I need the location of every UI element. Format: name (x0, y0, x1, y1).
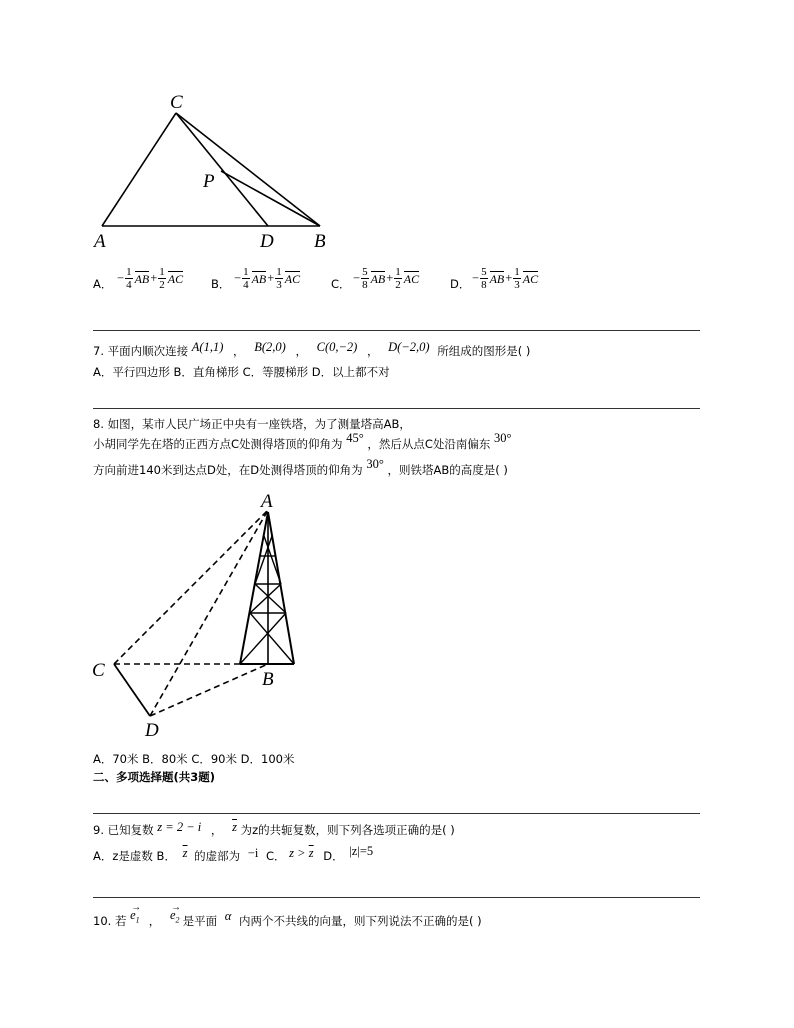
divider-2 (93, 408, 700, 409)
q10-alpha: α (224, 909, 232, 923)
q7-stem: 7. 平面内顺次连接 A(1,1) ， B(2,0) ， C(0,−2) ， D(−2,0) 所组成的图形是( ) (93, 340, 531, 358)
label-P: P (203, 171, 215, 192)
q6-option-a (93, 264, 113, 291)
q6-option-b (211, 264, 231, 291)
q9-z-expr: z = 2 − i (157, 820, 202, 834)
q8-line-3: 方向前进140米到达点D处，在D处测得塔顶的仰角为 30° ，则铁塔AB的高度是( ) (93, 457, 508, 477)
q6-option-c-prefix: C． (331, 277, 351, 291)
section-2-heading: 二、多项选择题(共3题) (93, 770, 216, 784)
label-D: D (145, 720, 159, 741)
label-B: B (262, 669, 274, 690)
q7-point-d: D(−2,0) (388, 340, 430, 354)
tower-figure (88, 488, 318, 770)
q6-option-a-prefix: A． (93, 277, 113, 291)
q8-angle-30a: 30° (494, 431, 512, 445)
q6-option-c-expr: − $\frac{5}{8}$ AB + $\frac{1}{2}$ AC (353, 266, 420, 291)
q6-option-a-expr: − $\frac{1}{4}$ AB + $\frac{1}{2}$ AC (117, 266, 184, 291)
q8-line-2: 小胡同学先在塔的正西方点C处测得塔顶的仰角为 45° ，然后从点C处沿南偏东 30° (93, 431, 512, 451)
triangle-figure (90, 88, 340, 258)
label-A: A (94, 231, 106, 252)
label-D: D (260, 231, 274, 252)
q9-zbar: $\overline{z}$ (232, 820, 237, 834)
q6-option-d-expr: − $\frac{5}{8}$ AB + $\frac{1}{3}$ AC (472, 266, 539, 291)
q7-point-a: A(1,1) (191, 340, 224, 354)
q7-point-b: B(2,0) (254, 340, 286, 354)
q7-options: A．平行四边形 B．直角梯形 C．等腰梯形 D．以上都不对 (93, 365, 390, 379)
q7-point-c: C(0,−2) (316, 340, 358, 354)
q9-modulus: |z|=5 (349, 844, 374, 858)
q10-vector-e2: → $e_2$ (169, 902, 181, 925)
label-A: A (261, 491, 273, 512)
label-B: B (314, 231, 326, 252)
q9-neg-i: −i (247, 846, 259, 860)
q6-option-d-prefix: D． (450, 277, 471, 291)
q6-option-c (331, 264, 351, 291)
q9-ineq: z > (289, 846, 309, 860)
q8-angle-30b: 30° (366, 457, 384, 471)
q6-option-d (450, 264, 471, 291)
q6-option-b-prefix: B． (211, 277, 231, 291)
q10-vector-e1: → $e_1$ (130, 902, 142, 925)
q8-options: A．70米 B．80米 C．90米 D．100米 (93, 752, 295, 766)
divider-4 (93, 897, 700, 898)
q6-option-b-expr: − $\frac{1}{4}$ AB + $\frac{1}{3}$ AC (234, 266, 301, 291)
divider-1 (93, 330, 700, 331)
label-C: C (92, 660, 105, 681)
q8-angle-45: 45° (346, 431, 364, 445)
q8-line-1: 8. 如图，某市人民广场正中央有一座铁塔，为了测量塔高AB， (93, 417, 411, 431)
label-C: C (170, 92, 183, 113)
q9-stem: 9. 已知复数 z = 2 − i ， $\overline{z}$ 为z的共轭复数，则下列各选项正确的是( ) (93, 820, 455, 837)
q10-stem: 10. 若 → $e_1$ ， → $e_2$ 是平面 α 内两个不共线的向量，则下列说法不正确的是( ) (93, 902, 482, 928)
q9-options: A．z是虚数 B． $\overline{z}$ 的虚部为 −i C． $z > \overline{z}$ D． |z|=5 (93, 844, 374, 863)
divider-3 (93, 813, 700, 814)
